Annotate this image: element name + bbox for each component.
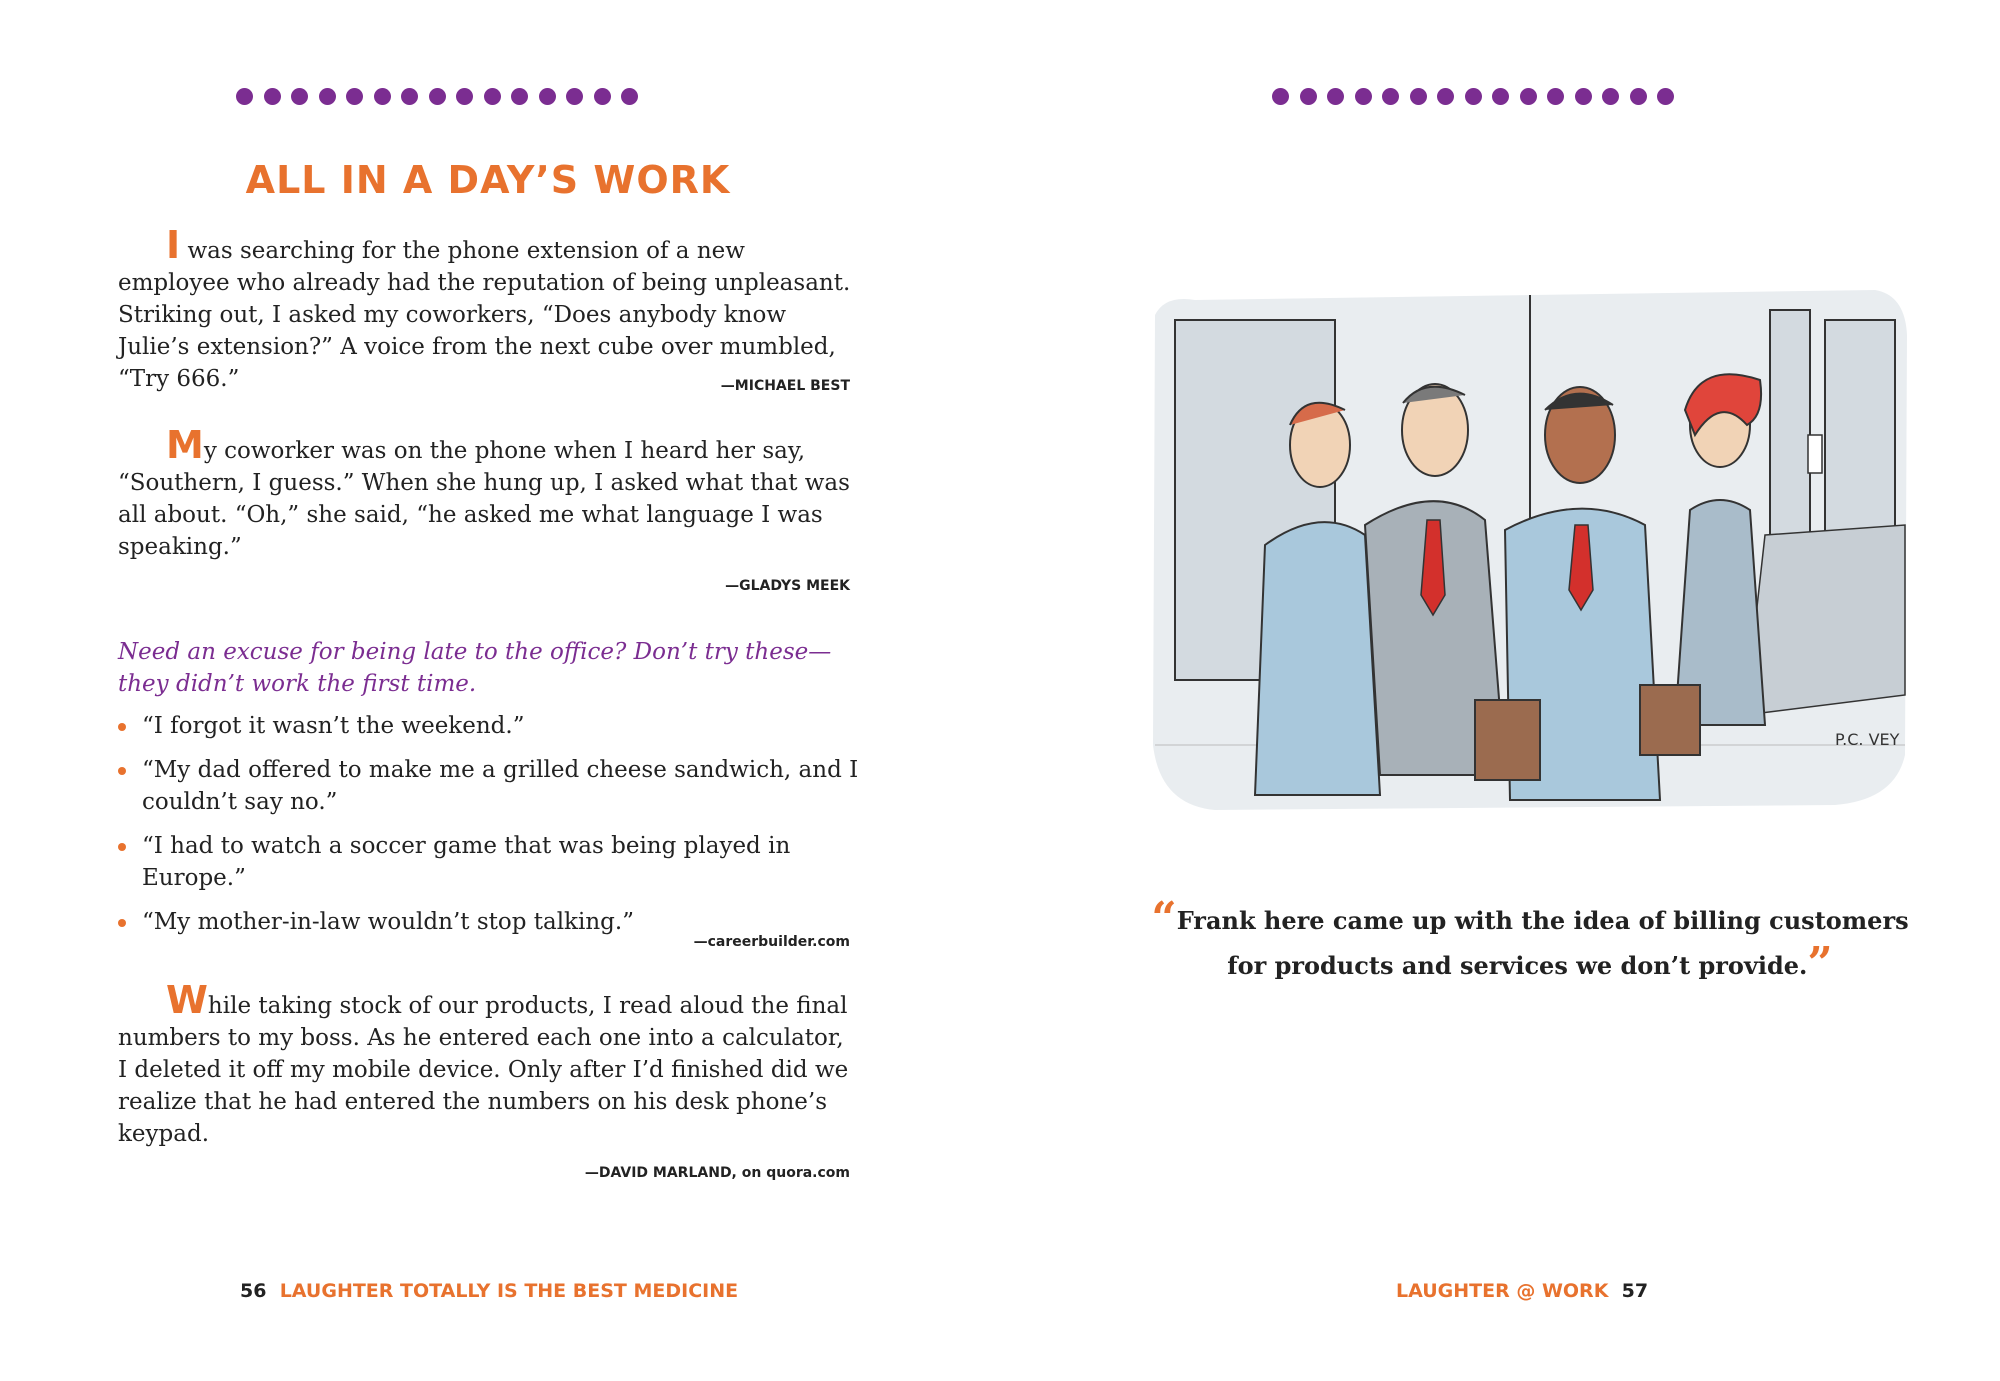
dot [1272,88,1289,105]
drop-cap: M [166,423,204,467]
dot [1630,88,1647,105]
excuses-list [118,710,878,938]
dot [484,88,501,105]
dot [1300,88,1317,105]
dot [291,88,308,105]
page-title: ALL IN A DAY’S WORK [245,158,731,202]
folio-right [1396,1280,1648,1302]
story-2 [118,423,858,563]
dot [1437,88,1454,105]
dot [429,88,446,105]
caption-text: Frank here came up with the idea of billing customers for products and services we don’t provide. [1176,906,1909,980]
story-1-credit: —MICHAEL BEST [720,378,850,394]
story-3-credit: —DAVID MARLAND, on quora.com [584,1165,850,1181]
list-item: “My dad offered to make me a grilled cheese sandwich, and I couldn’t say no.” [118,754,878,818]
office-cartoon-illustration [1135,275,1915,825]
dot [1575,88,1592,105]
right-page [1000,0,2000,1381]
list-item: “I had to watch a soccer game that was being played in Europe.” [118,830,878,894]
story-text: y coworker was on the phone when I heard her say, “Southern, I guess.” When she hung up, I asked what that was all about. “Oh,” she said, “he asked me what language I was speaking.” [118,438,850,560]
dot [1492,88,1509,105]
dot [456,88,473,105]
page-number: 56 [240,1280,267,1302]
drop-cap: I [166,223,181,267]
dot [1657,88,1674,105]
dot [1382,88,1399,105]
excuses-credit: —careerbuilder.com [693,934,850,950]
list-item: “My mother-in-law wouldn’t stop talking.” [118,906,878,938]
dot [374,88,391,105]
dot [621,88,638,105]
page-number: 57 [1621,1280,1649,1302]
dot [511,88,528,105]
story-1 [118,223,858,395]
story-2-credit: —GLADYS MEEK [725,578,850,594]
decorative-dot-row [236,88,638,105]
dot [1547,88,1564,105]
story-3 [118,978,858,1150]
dot [319,88,336,105]
dot [1520,88,1537,105]
running-head: LAUGHTER TOTALLY IS THE BEST MEDICINE [279,1280,739,1302]
story-text: hile taking stock of our products, I read aloud the final numbers to my boss. As he entered each one into a calculator, I deleted it off my mobile device. Only after I’d finished did we realize that he had entered the numbers on his desk phone’s keypad. [118,993,849,1147]
dot [346,88,363,105]
dot [539,88,556,105]
dot [566,88,583,105]
open-quote-mark: “ [1151,893,1177,944]
dot [1465,88,1482,105]
cartoon-caption [1130,893,1930,989]
dot [264,88,281,105]
dot [236,88,253,105]
dot [401,88,418,105]
dot [1602,88,1619,105]
dot [1410,88,1427,105]
list-item: “I forgot it wasn’t the weekend.” [118,710,878,742]
excuses-intro: Need an excuse for being late to the office? Don’t try these—they didn’t work the first time. [118,639,832,697]
dot [1327,88,1344,105]
dot [594,88,611,105]
drop-cap: W [166,978,208,1022]
close-quote-mark: ” [1807,938,1833,989]
story-text: was searching for the phone extension of a new employee who already had the reputation of being unpleasant. Striking out, I asked my coworkers, “Does anybody know Julie’s extension?” A voice from the next cube over mumbled, “Try 666.” [118,238,851,392]
running-head: LAUGHTER @ WORK [1396,1280,1609,1302]
cartoon-signature: P.C. VEY [1835,730,1900,749]
decorative-dot-row [1272,88,1674,105]
dot [1355,88,1372,105]
folio-left [240,1280,738,1302]
